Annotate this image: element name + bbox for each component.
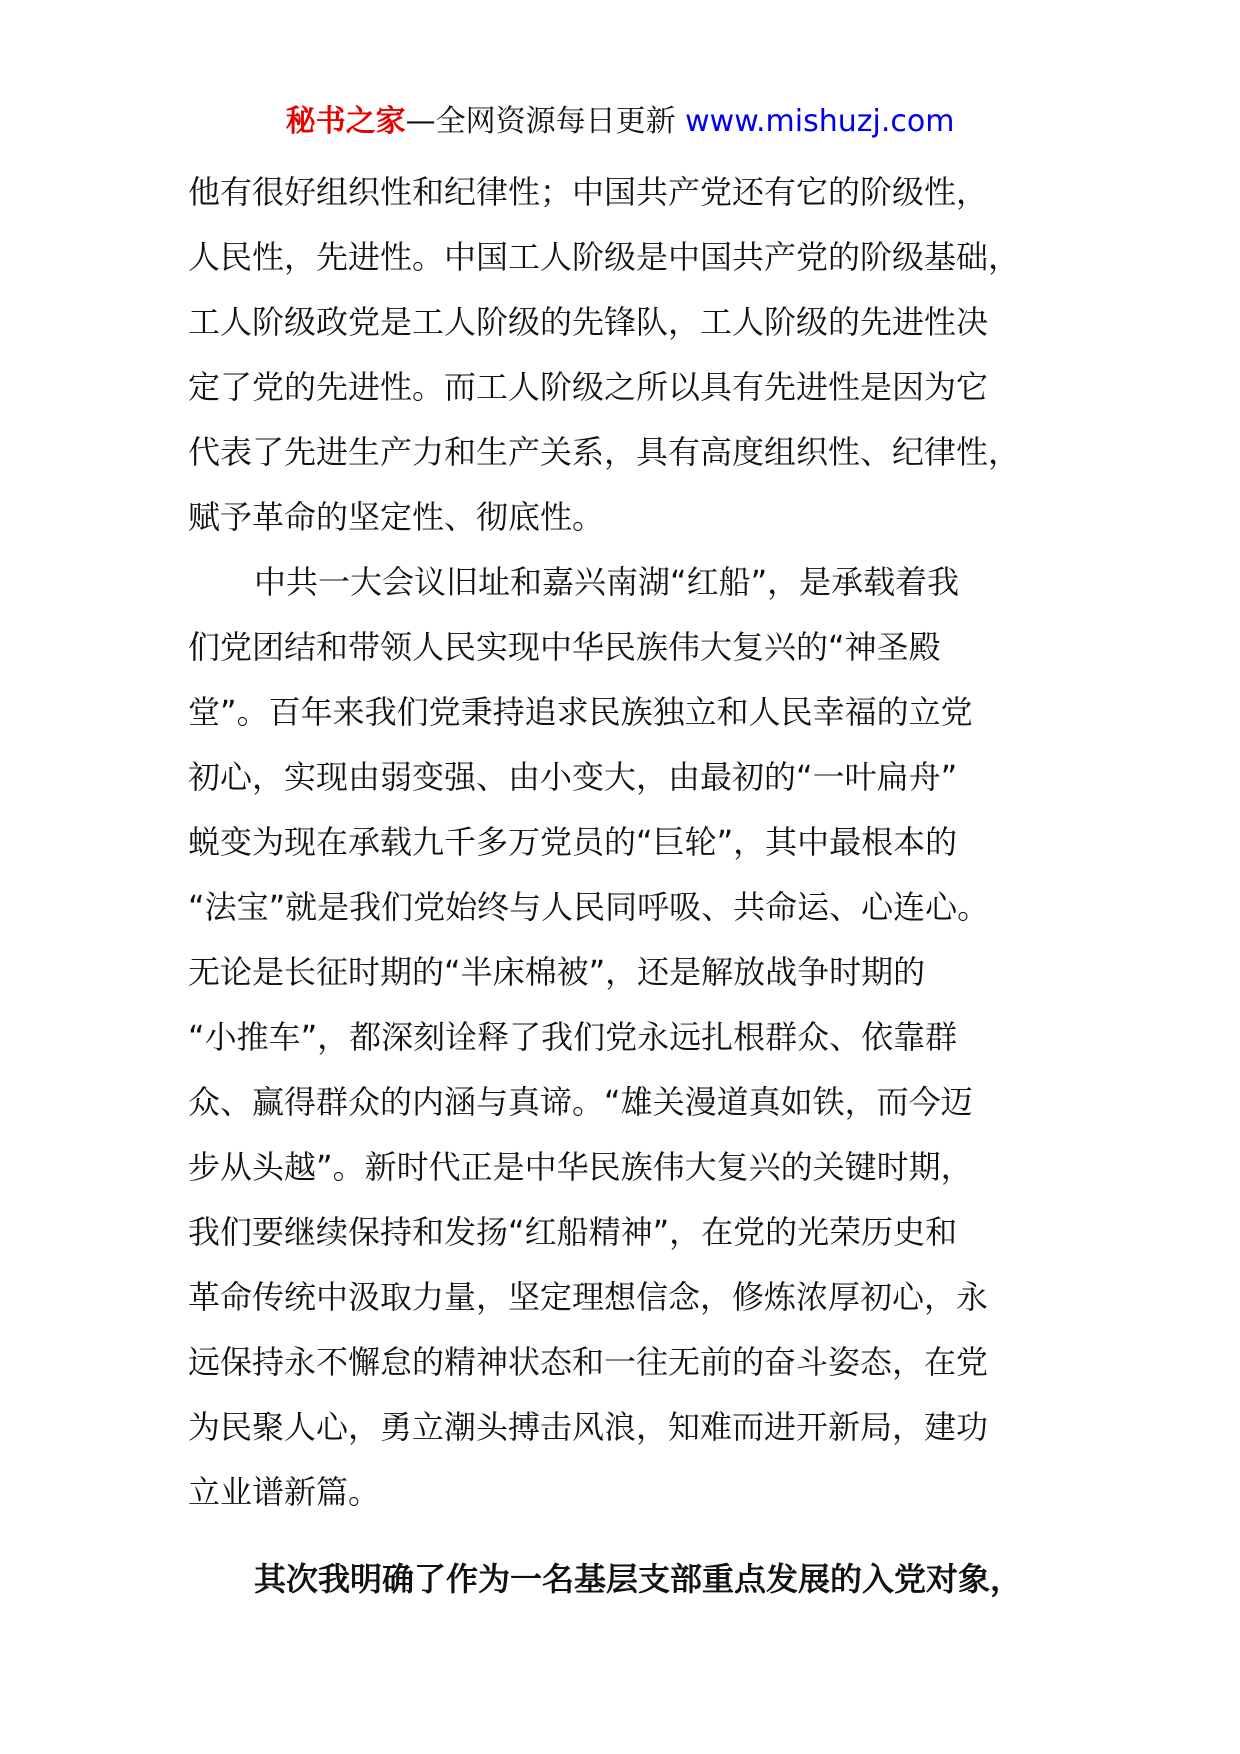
brand-name: 秘书之家 [285,104,406,139]
paragraph-line: 他有很好组织性和纪律性；中国共产党还有它的阶级性， [188,173,989,211]
paragraph-line: 步从头越”。新时代正是中华民族伟大复兴的关键时期， [188,1148,973,1186]
paragraph-line: “法宝”就是我们党始终与人民同呼吸、共命运、心连心。 [188,888,990,926]
paragraph-line: 工人阶级政党是工人阶级的先锋队，工人阶级的先进性决 [188,303,989,341]
paragraph-gap [188,1525,1058,1547]
paragraph-line: 无论是长征时期的“半床棉被”，还是解放战争时期的 [188,953,926,991]
paragraph-line: 人民性，先进性。中国工人阶级是中国共产党的阶级基础， [188,238,1021,276]
page-header [0,100,1240,144]
paragraph-line: 立业谱新篇。 [188,1473,381,1511]
paragraph-line: 赋予革命的坚定性、彻底性。 [188,498,605,536]
paragraph-line: 初心，实现由弱变强、由小变大，由最初的“一叶扁舟” [188,758,958,796]
paragraph-line: 为民聚人心，勇立潮头搏击风浪，知难而进开新局，建功 [188,1408,989,1446]
paragraph-3 [188,1547,1058,1612]
header-tagline: —全网资源每日更新 [405,104,676,139]
paragraph-line: 中共一大会议旧址和嘉兴南湖“红船”，是承载着我 [254,563,960,601]
paragraph-line: 堂”。百年来我们党秉持追求民族独立和人民幸福的立党 [188,693,973,731]
bold-paragraph-line: 其次我明确了作为一名基层支部重点发展的入党对象， [254,1560,1023,1598]
paragraph-line: 定了党的先进性。而工人阶级之所以具有先进性是因为它 [188,368,989,406]
paragraph-line: 代表了先进生产力和生产关系，具有高度组织性、纪律性， [188,433,1021,471]
paragraph-2 [188,550,1058,1525]
paragraph-line: 革命传统中汲取力量，坚定理想信念，修炼浓厚初心，永 [188,1278,989,1316]
paragraph-line: 们党团结和带领人民实现中华民族伟大复兴的“神圣殿 [188,628,941,666]
site-url-link[interactable]: www.mishuzj.com [685,104,955,139]
paragraph-line: 蜕变为现在承载九千多万党员的“巨轮”，其中最根本的 [188,823,958,861]
body-text [188,160,1058,1612]
paragraph-line: 远保持永不懈怠的精神状态和一往无前的奋斗姿态，在党 [188,1343,989,1381]
paragraph-line: 众、赢得群众的内涵与真谛。“雄关漫道真如铁，而今迈 [188,1083,973,1121]
paragraph-line: 我们要继续保持和发扬“红船精神”，在党的光荣历史和 [188,1213,958,1251]
paragraph-line: “小推车”，都深刻诠释了我们党永远扎根群众、依靠群 [188,1018,958,1056]
paragraph-1 [188,160,1058,550]
